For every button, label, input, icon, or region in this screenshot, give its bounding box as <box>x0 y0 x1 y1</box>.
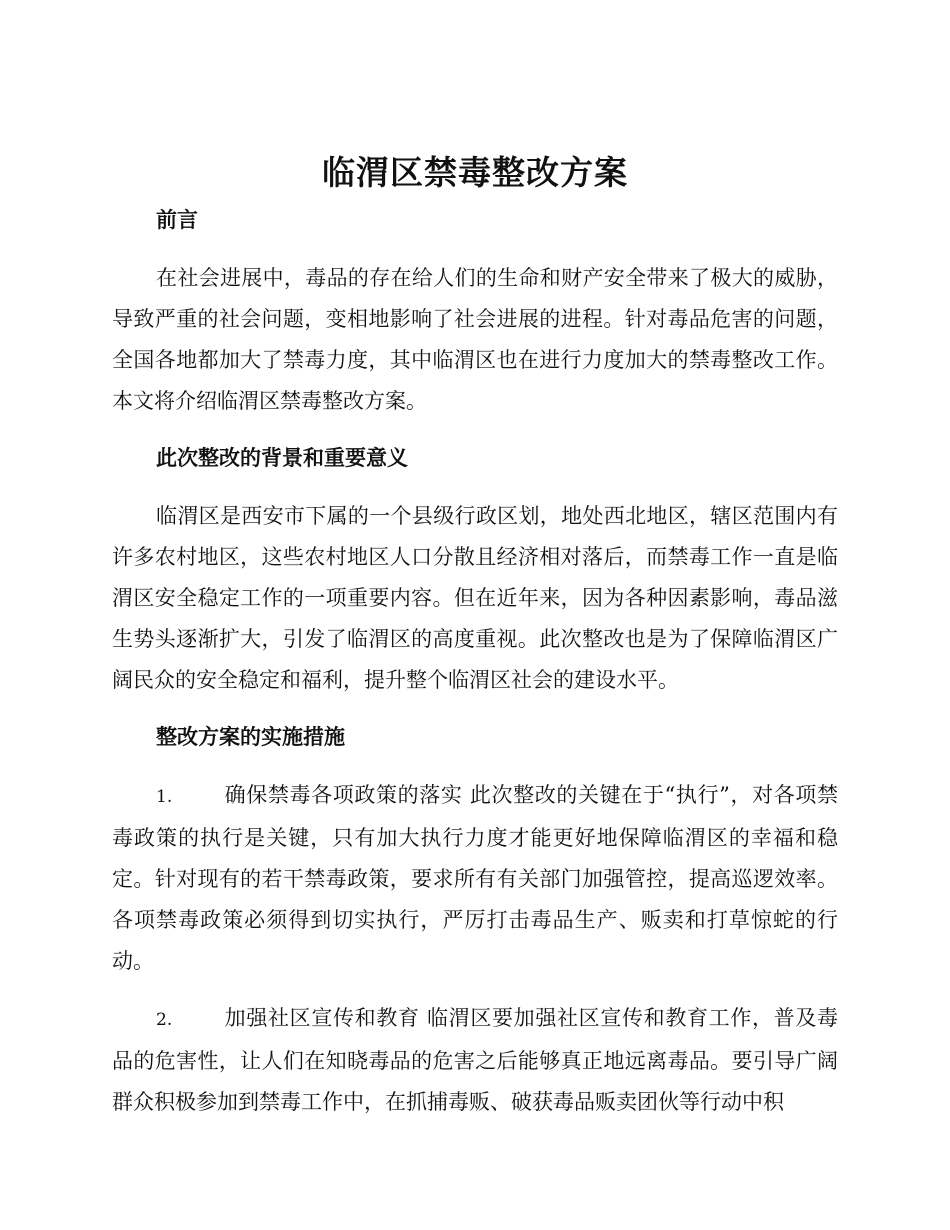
paragraph-background: 临渭区是西安市下属的一个县级行政区划，地处西北地区，辖区范围内有许多农村地区，这些农村地区人口分散且经济相对落后，而禁毒工作一直是临渭区安全稳定工作的一项重要内容。但在近年来，因为各种因素影响，毒品滋生势头逐渐扩大，引发了临渭区的高度重视。此次整改也是为了保障临渭区广阔民众的安全稳定和福利，提升整个临渭区社会的建设水平。 <box>112 504 838 692</box>
document-body <box>112 200 838 1123</box>
document-title: 临渭区禁毒整改方案 <box>322 153 628 192</box>
list-item-number: 2. <box>156 1010 173 1030</box>
section-heading-background: 此次整改的背景和重要意义 <box>156 446 408 470</box>
list-item-text: 确保禁毒各项政策的落实 此次整改的关键在于“执行”，对各项禁毒政策的执行是关键，只有加大执行力度才能更好地保障临渭区的幸福和稳定。针对现有的若干禁毒政策，要求所有有关部门加强管控，提高巡逻效率。各项禁毒政策必须得到切实执行，严厉打击毒品生产、贩卖和打草惊蛇的行动。 <box>112 783 838 973</box>
list-item-number: 1. <box>156 787 173 807</box>
section-heading-preface: 前言 <box>156 208 198 232</box>
list-item <box>112 775 838 982</box>
list-item <box>112 998 838 1123</box>
list-item-text: 加强社区宣传和教育 临渭区要加强社区宣传和教育工作，普及毒品的危害性，让人们在知晓毒品的危害之后能够真正地远离毒品。要引导广阔群众积极参加到禁毒工作中，在抓捕毒贩、破获毒品贩卖团伙等行动中积 <box>112 1006 838 1114</box>
section-heading-measures: 整改方案的实施措施 <box>156 725 345 749</box>
paragraph-preface: 在社会进展中，毒品的存在给人们的生命和财产安全带来了极大的威胁，导致严重的社会问题，变相地影响了社会进展的进程。针对毒品危害的问题，全国各地都加大了禁毒力度，其中临渭区也在进行力度加大的禁毒整改工作。本文将介绍临渭区禁毒整改方案。 <box>112 266 838 413</box>
